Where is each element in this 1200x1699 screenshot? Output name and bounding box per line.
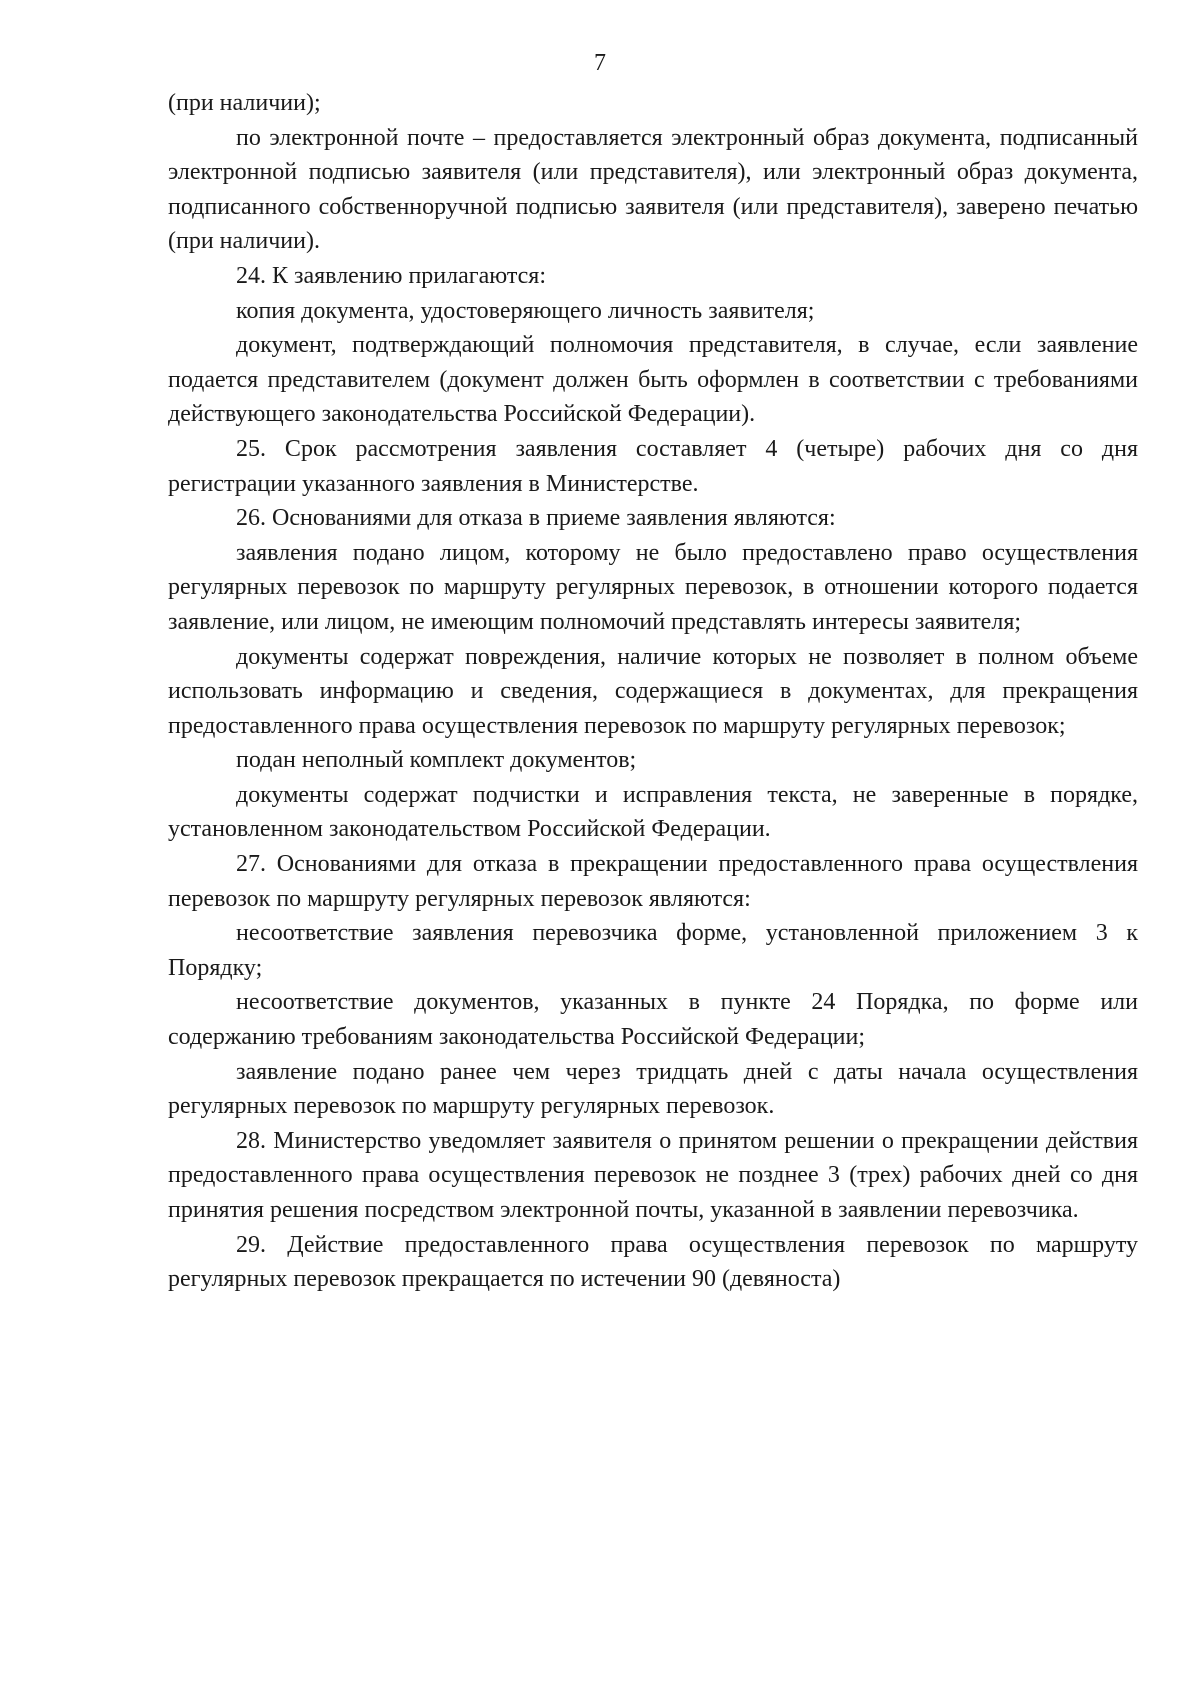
paragraph-24-heading: 24. К заявлению прилагаются:	[236, 262, 547, 289]
paragraph-28: 28. Министерство уведомляет заявителя о принятом решении о прекращении действия предоставленного права осуществления перевозок не позднее 3 (трех) рабочих дней со дня принятия решения посредством электронной почты, указанной в заявлении перевозчика.	[168, 1127, 1138, 1223]
paragraph-24-item-2: документ, подтверждающий полномочия представителя, в случае, если заявление подается представителем (документ должен быть оформлен в соответствии с требованиями действующего законодательства Российской Федерации).	[168, 332, 1138, 428]
paragraph-27-heading: 27. Основаниями для отказа в прекращении предоставленного права осуществления перевозок по маршруту регулярных перевозок являются:	[168, 851, 1138, 912]
paragraph-email-submission: по электронной почте – предоставляется электронный образ документа, подписанный электронной подписью заявителя (или представителя), или электронный образ документа, подписанного собственноручной подписью заявителя (или представителя), заверено печатью (при наличии).	[168, 124, 1138, 255]
paragraph-27-item-2: несоответствие документов, указанных в пункте 24 Порядка, по форме или содержанию требованиям законодательства Российской Федерации;	[168, 989, 1138, 1051]
paragraph-25: 25. Срок рассмотрения заявления составляет 4 (четыре) рабочих дня со дня регистрации указанного заявления в Министерстве.	[168, 435, 1138, 497]
page-number: 7	[594, 50, 606, 76]
paragraph-26-heading: 26. Основаниями для отказа в приеме заявления являются:	[236, 505, 836, 532]
paragraph-27-item-3: заявление подано ранее чем через тридцать дней с даты начала осуществления регулярных перевозок по маршруту регулярных перевозок.	[168, 1058, 1138, 1120]
paragraph-26-item-3: подан неполный комплект документов;	[236, 747, 637, 774]
paragraph-24-item-1: копия документа, удостоверяющего личность заявителя;	[236, 297, 815, 324]
paragraph-26-item-2: документы содержат повреждения, наличие которых не позволяет в полном объеме использовать информацию и сведения, содержащиеся в документах, для прекращения предоставленного права осуществления перевозок по маршруту регулярных перевозок;	[168, 643, 1138, 739]
paragraph-continuation: (при наличии);	[168, 90, 321, 116]
paragraph-27-item-1: несоответствие заявления перевозчика форме, установленной приложением 3 к Порядку;	[168, 920, 1138, 981]
paragraph-26-item-1: заявления подано лицом, которому не было предоставлено право осуществления регулярных перевозок по маршруту регулярных перевозок, в отношении которого подается заявление, или лицом, не имеющим полномочий представлять интересы заявителя;	[168, 539, 1138, 635]
paragraph-26-item-4: документы содержат подчистки и исправления текста, не заверенные в порядке, установленном законодательством Российской Федерации.	[168, 781, 1138, 843]
document-body	[168, 86, 1138, 1297]
paragraph-29: 29. Действие предоставленного права осуществления перевозок по маршруту регулярных перевозок прекращается по истечении 90 (девяноста)	[168, 1231, 1138, 1293]
